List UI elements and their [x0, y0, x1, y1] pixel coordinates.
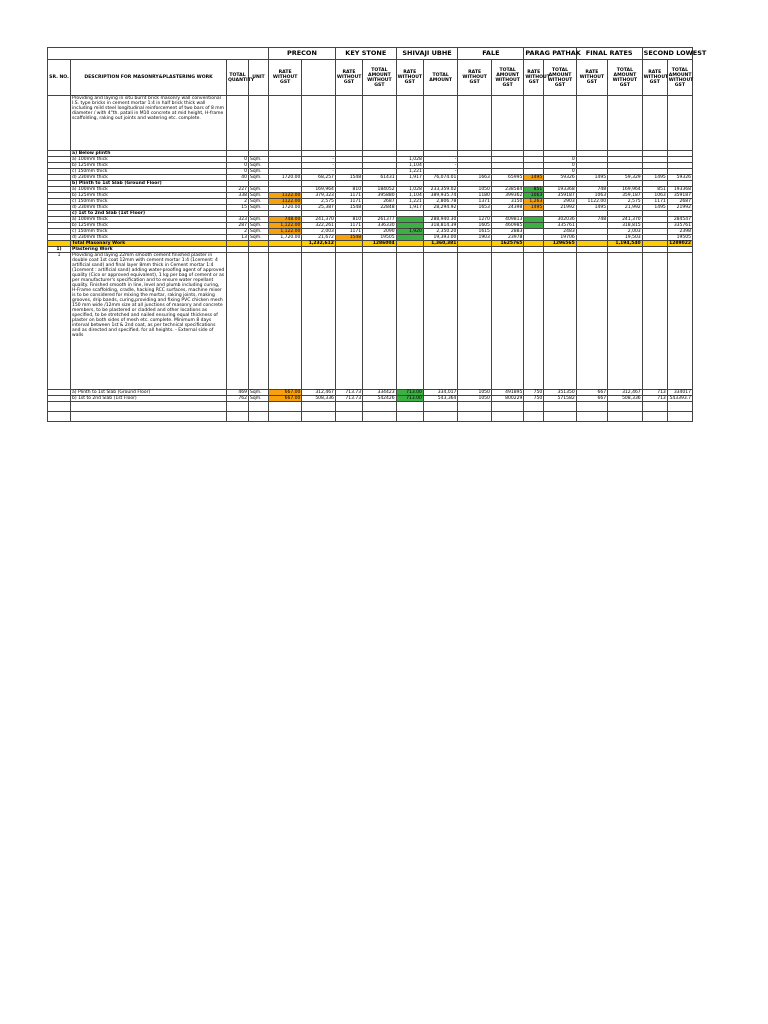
value-cell: 1548: [335, 235, 362, 241]
value-cell: 1,221: [396, 169, 423, 175]
value-cell: 1050: [458, 187, 492, 193]
value-cell: 261377: [363, 217, 397, 223]
value-cell: 713.00: [396, 396, 423, 402]
unit-cell: Sqm.: [249, 169, 269, 175]
plaster-description: Providing and laying 22mm smooth cement finished plaster in double coat 1st coat 12mm with cement mortar 1:4 (1cement: 4 artificial sand) and final layer 8mm thick in Cement mortar 1:4 (1cement : artificial sand) adding water-proofing agent of approved quality (Cico or approved equivalent), 1 kg per bag of cement or as per manufacturer's specification and to ensure water repellant quality. Finished smooth in line, level and plumb including curing, H-Frame scaffolding, cradle, hacking RCC surfaces, machine mixer is to be considered for mixing the mortar, raking joints, making grooves, drip bands, curing,providing and fixing PVC chicken mesh 150 mm wide /12mm size at all junctions of masonry and concrete members, to be plastered or cladded and other locations as specified, to be stretched and nailed ensuring equal thickness of plaster on both sides of mesh etc. complete. Minimum 8 days interval between 1st & 2nd coat, as per technical specifications and as directed and specified. for all heights. - External side of walls: [71, 253, 227, 390]
value-cell: -: [423, 169, 458, 175]
plaster-desc-row: [48, 253, 693, 390]
value-cell: 389,935.74: [423, 193, 458, 199]
value-cell: 1,920: [396, 229, 423, 235]
unit-cell: Sqm.: [249, 187, 269, 193]
value-cell: 762: [227, 396, 249, 402]
item-label: a) 100mm thick: [71, 217, 227, 223]
value-cell: 1371: [458, 199, 492, 205]
value-cell: 1615: [458, 229, 492, 235]
plaster-number: 1): [48, 247, 71, 253]
total-cell: 1286004: [363, 241, 397, 247]
vendor-shivaji: SHIVAJI UBHE: [396, 48, 458, 60]
value-cell: 1,028: [396, 157, 423, 163]
value-cell: 2,003: [302, 229, 336, 235]
unit-cell: Sqm.: [249, 217, 269, 223]
masonry-total-label: Total Masonary Work: [71, 241, 227, 247]
value-cell: 2: [227, 199, 249, 205]
column-header-row: [48, 60, 693, 96]
item-label: a) Plinth to 1st Slab (Ground Floor): [71, 390, 227, 396]
masonry-item-description: Providing and laying in situ burnt brick masonry wall conventional I.S. type bricks in cement mortar 1:4 in half brick thick wall including mild steel longitudinal reinforcement of two bars of 8 mm diameter / with 4"th. patali in M10 concrete at mid height, H-frame scaffolding, raking out joints and watering etc. complete.: [71, 96, 227, 151]
total-cell: 1289022: [669, 241, 691, 246]
value-cell: 713.73: [335, 396, 362, 402]
value-cell: 28,294.92: [423, 205, 458, 211]
value-cell: 68,257: [302, 175, 336, 181]
unit-cell: Sqm.: [249, 175, 269, 181]
value-cell: 2,575: [302, 199, 336, 205]
value-cell: 713: [642, 390, 667, 396]
value-cell: 227: [227, 187, 249, 193]
item-label: c) 150mm thick: [71, 199, 227, 205]
value-cell: 1,720.00: [268, 235, 302, 241]
unit-cell: Sqm.: [249, 229, 269, 235]
value-cell: 76,074.01: [423, 175, 458, 181]
blank-row: [48, 402, 693, 412]
value-cell: 1050: [458, 390, 492, 396]
value-cell: 359,187: [608, 193, 643, 199]
value-cell: 288,940.30: [423, 217, 458, 223]
value-cell: 24398: [491, 205, 523, 211]
value-cell: 469: [227, 390, 249, 396]
value-cell: -: [423, 163, 458, 169]
total-cell: 1296565: [544, 241, 576, 247]
unit-cell: Sqm.: [249, 390, 269, 396]
rates-table-1: [47, 47, 707, 422]
value-cell: 318,815: [608, 223, 643, 229]
value-cell: 0: [544, 163, 576, 169]
value-cell: 409813: [491, 217, 523, 223]
value-cell: 59,329: [608, 175, 643, 181]
value-cell: 1495: [642, 205, 667, 211]
item-label: b) 125mm thick: [71, 193, 227, 199]
value-cell: 19505: [363, 235, 397, 241]
vendor-parag: PARAG PATHAK: [524, 48, 576, 60]
value-cell: 2883: [491, 229, 523, 235]
value-cell: 1,028: [396, 187, 423, 193]
value-cell: 1122.00: [268, 193, 302, 199]
value-cell: 0: [544, 157, 576, 163]
value-cell: 19706: [544, 235, 576, 241]
value-cell: 1495: [524, 175, 544, 181]
value-cell: 334423: [363, 390, 397, 396]
value-cell: 169,964: [608, 187, 643, 193]
col-total: TOTAL AMOUNT WITHOUT GST: [608, 60, 643, 96]
value-cell: 59326: [544, 175, 576, 181]
value-cell: 193368: [544, 187, 576, 193]
value-cell: 399362: [491, 193, 523, 199]
value-cell: 851: [642, 187, 667, 193]
value-cell: 2,806.78: [423, 199, 458, 205]
vendor-precon: PRECON: [268, 48, 335, 60]
value-cell: -: [423, 157, 458, 163]
value-cell: 571582: [544, 396, 576, 402]
value-cell: 1495: [642, 175, 667, 181]
value-cell: 1171: [335, 199, 362, 205]
value-cell: 1063: [576, 193, 607, 199]
value-cell: 335761: [667, 223, 692, 229]
value-cell: 318,814.39: [423, 223, 458, 229]
value-cell: 21992: [667, 205, 692, 211]
value-cell: 851: [524, 187, 544, 193]
value-cell: 61431: [363, 175, 397, 181]
value-cell: 750: [524, 396, 544, 402]
value-cell: 1,221: [396, 199, 423, 205]
rows-plinth-1st: [48, 187, 693, 211]
value-cell: 193368: [667, 187, 692, 193]
value-cell: 233,359.02: [423, 187, 458, 193]
value-cell: 460985: [491, 223, 523, 229]
value-cell: 40: [227, 175, 249, 181]
value-cell: 322,261: [302, 223, 336, 229]
vendor-fale: FALE: [458, 48, 524, 60]
unit-cell: Sqm.: [249, 157, 269, 163]
item-desc-row: [48, 96, 693, 151]
col-rate: RATE WITHOUT GST: [642, 60, 667, 96]
value-cell: 65995: [491, 175, 523, 181]
subheading-1st-2nd: c) 1st to 2nd Slab (1st Floor): [71, 211, 227, 217]
value-cell: 543393.7: [667, 396, 692, 402]
value-cell: 1548: [335, 175, 362, 181]
value-cell: 284547: [667, 217, 692, 223]
value-cell: 667: [576, 396, 607, 402]
value-cell: 748: [576, 217, 607, 223]
value-cell: 19,393.00: [423, 235, 458, 241]
col-total: TOTAL AMOUNT WITHOUT GST: [491, 60, 523, 96]
value-cell: 21,672: [302, 235, 336, 241]
value-cell: 1903: [458, 235, 492, 241]
value-cell: 1050: [458, 396, 492, 402]
value-cell: 1171: [335, 193, 362, 199]
value-cell: 1171: [335, 229, 362, 235]
value-cell: 338: [227, 193, 249, 199]
value-cell: 543,364: [423, 396, 458, 402]
value-cell: 1270: [458, 217, 492, 223]
value-cell: 1171: [335, 223, 362, 229]
col-rate: RATE WITHOUT GST: [524, 60, 544, 96]
value-cell: 1720.00: [268, 205, 302, 211]
value-cell: 0: [227, 163, 249, 169]
col-total: [302, 60, 336, 96]
col-total: TOTAL AMOUNT WITHOUT GST: [544, 60, 576, 96]
value-cell: 3150: [491, 199, 523, 205]
unit-cell: Sqm.: [249, 193, 269, 199]
value-cell: 1063: [524, 193, 544, 199]
value-cell: 1720.00: [268, 175, 302, 181]
value-cell: 713: [642, 396, 667, 402]
value-cell: 713.00: [396, 390, 423, 396]
value-cell: 336330: [363, 223, 397, 229]
item-label: b) 125mm thick: [71, 223, 227, 229]
value-cell: 334017: [667, 390, 692, 396]
value-cell: 15: [227, 205, 249, 211]
value-cell: 2090: [363, 229, 397, 235]
value-cell: -: [302, 157, 336, 163]
item-label: b) 1st to 2nd Slab (1st Floor): [71, 396, 227, 402]
item-label: c) 150mm thick: [71, 229, 227, 235]
value-cell: 351350: [544, 390, 576, 396]
item-label: a) 100mm thick: [71, 157, 227, 163]
plaster-title: Plastering Work: [71, 247, 227, 253]
value-cell: 21992: [544, 205, 576, 211]
value-cell: 748: [576, 187, 607, 193]
value-cell: 334,017: [423, 390, 458, 396]
total-cell: 1,360,381: [423, 241, 458, 247]
value-cell: 59326: [667, 175, 692, 181]
value-cell: 2,003: [608, 229, 643, 235]
value-cell: 1,263: [524, 199, 544, 205]
plaster-sr: 1: [48, 253, 71, 390]
item-label: c) 150mm thick: [71, 169, 227, 175]
value-cell: 508,336: [608, 396, 643, 402]
item-label: d) 230mm thick: [71, 205, 227, 211]
col-unit: UNIT: [249, 60, 269, 96]
value-cell: 184052: [363, 187, 397, 193]
value-cell: 169,964: [302, 187, 336, 193]
col-rate: RATE WITHOUT GST: [268, 60, 302, 96]
value-cell: 1548: [335, 205, 362, 211]
col-rate: RATE WITHOUT GST: [335, 60, 362, 96]
value-cell: 19505: [667, 235, 692, 241]
value-cell: 0: [227, 169, 249, 175]
value-cell: 1663: [458, 175, 492, 181]
value-cell: 667.00: [268, 390, 302, 396]
col-qty: TOTAL QUANTITY: [227, 60, 249, 96]
value-cell: 335761: [544, 223, 576, 229]
col-rate: RATE WITHOUT GST: [458, 60, 492, 96]
value-cell: 241,370: [302, 217, 336, 223]
sheet-section-1: [47, 47, 707, 422]
item-label: d) 230mm thick: [71, 175, 227, 181]
col-rate: RATE WITHOUT GST: [576, 60, 607, 96]
value-cell: 1171: [642, 199, 667, 205]
value-cell: 1,917: [396, 175, 423, 181]
value-cell: 379,323: [302, 193, 336, 199]
value-cell: -: [302, 169, 336, 175]
value-cell: 1653: [458, 205, 492, 211]
vendor-keystone: KEY STONE: [335, 48, 396, 60]
value-cell: 0: [544, 169, 576, 175]
value-cell: 800229: [491, 396, 523, 402]
value-cell: 312,467: [608, 390, 643, 396]
value-cell: 542426: [363, 396, 397, 402]
subheading-plinth-1st: b) Plinth to 1st Slab (Ground Floor): [71, 181, 227, 187]
value-cell: 287: [227, 223, 249, 229]
value-cell: -: [302, 163, 336, 169]
value-cell: 1,104: [396, 193, 423, 199]
col-desc: DESCRIPTION FOR MASONRY&PLASTERING WORK: [71, 60, 227, 96]
value-cell: 748.00: [268, 217, 302, 223]
value-cell: 238584: [491, 187, 523, 193]
value-cell: 2687: [667, 199, 692, 205]
value-cell: 2687: [363, 199, 397, 205]
value-cell: 1605: [458, 223, 492, 229]
value-cell: 1,122.00: [268, 223, 302, 229]
value-cell: 359187: [667, 193, 692, 199]
unit-cell: Sqm.: [249, 205, 269, 211]
value-cell: 19,503: [608, 235, 643, 241]
subheading-below-plinth: a) Below plinth: [71, 151, 227, 157]
rows-plaster: [48, 390, 693, 402]
value-cell: 2398: [667, 229, 692, 235]
total-cell: 1,194,540: [608, 241, 643, 247]
value-cell: 1,917: [396, 205, 423, 211]
unit-cell: Sqm.: [249, 396, 269, 402]
value-cell: 312,467: [302, 390, 336, 396]
value-cell: 2: [227, 229, 249, 235]
col-total: TOTAL AMOUNT WITHOUT GST: [667, 60, 692, 96]
value-cell: 810: [335, 217, 362, 223]
value-cell: 1122.00: [268, 199, 302, 205]
value-cell: 1495: [576, 205, 607, 211]
value-cell: 23978: [491, 235, 523, 241]
vendor-header-row: [48, 48, 693, 60]
value-cell: 750: [524, 390, 544, 396]
value-cell: 22848: [363, 205, 397, 211]
value-cell: 1,104: [396, 163, 423, 169]
unit-cell: Sqm.: [249, 223, 269, 229]
value-cell: 491895: [491, 390, 523, 396]
vendor-second: SECOND LOWEST: [642, 48, 692, 60]
unit-cell: Sqm.: [249, 235, 269, 241]
value-cell: 241,370: [608, 217, 643, 223]
value-cell: 1495: [576, 175, 607, 181]
blank-row: [48, 412, 693, 422]
total-cell: 1625765: [491, 241, 523, 247]
unit-cell: Sqm.: [249, 199, 269, 205]
unit-cell: Sqm.: [249, 163, 269, 169]
value-cell: 2,350.20: [423, 229, 458, 235]
value-cell: 508,336: [302, 396, 336, 402]
col-total: TOTAL AMOUNT: [423, 60, 458, 96]
value-cell: 302036: [544, 217, 576, 223]
value-cell: 1063: [642, 193, 667, 199]
col-total: TOTAL AMOUNT WITHOUT GST: [363, 60, 397, 96]
item-label: a) 100mm thick: [71, 187, 227, 193]
value-cell: 810: [335, 187, 362, 193]
item-label: b) 125mm thick: [71, 163, 227, 169]
value-cell: 21,992: [608, 205, 643, 211]
value-cell: 1,122.00: [268, 229, 302, 235]
value-cell: 1122.00: [576, 199, 607, 205]
value-cell: 0: [227, 157, 249, 163]
total-cell: 1,232,612: [302, 241, 336, 247]
value-cell: 667: [576, 390, 607, 396]
value-cell: 323: [227, 217, 249, 223]
value-cell: 25,387: [302, 205, 336, 211]
value-cell: 395880: [363, 193, 397, 199]
value-cell: 2903: [544, 199, 576, 205]
value-cell: 1180: [458, 193, 492, 199]
rows-below-plinth: [48, 157, 693, 181]
item-label: d) 230mm thick: [71, 235, 227, 241]
rows-1st-2nd: [48, 217, 693, 241]
value-cell: 359187: [544, 193, 576, 199]
value-cell: 13: [227, 235, 249, 241]
value-cell: 1495: [524, 205, 544, 211]
col-sr: SR. NO.: [48, 60, 71, 96]
col-rate: RATE WITHOUT GST: [396, 60, 423, 96]
value-cell: 667.00: [268, 396, 302, 402]
value-cell: 2,575: [608, 199, 643, 205]
value-cell: 2483: [544, 229, 576, 235]
vendor-final: FINAL RATES: [576, 48, 642, 60]
value-cell: 713.73: [335, 390, 362, 396]
